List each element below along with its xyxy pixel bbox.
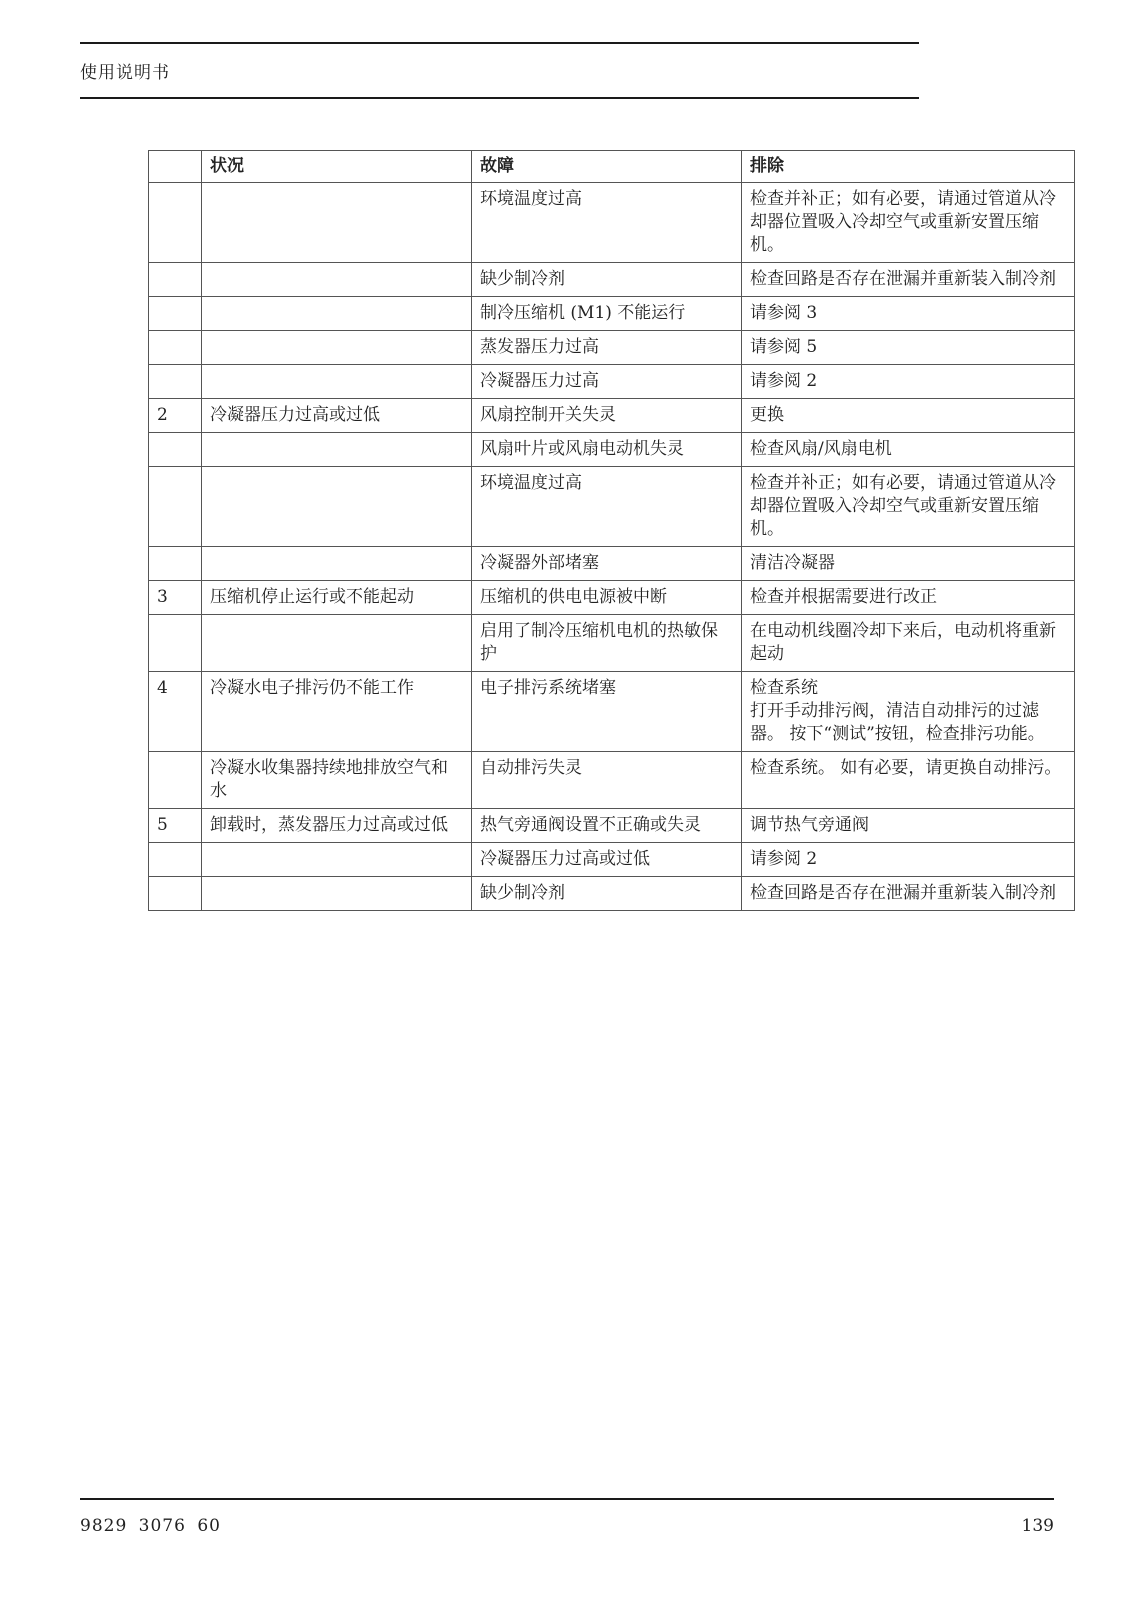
cell-number bbox=[149, 467, 202, 547]
troubleshooting-table bbox=[148, 150, 1075, 911]
cell-status bbox=[202, 433, 472, 467]
remedy-line: 检查并补正；如有必要，请通过管道从冷却器位置吸入冷却空气或重新安置压缩机。 bbox=[750, 189, 1056, 255]
cell-status bbox=[202, 547, 472, 581]
cell-fault: 压缩机的供电电源被中断 bbox=[472, 581, 742, 615]
cell-number bbox=[149, 843, 202, 877]
cell-status: 冷凝水电子排污仍不能工作 bbox=[202, 672, 472, 752]
cell-remedy bbox=[742, 297, 1075, 331]
remedy-line: 检查回路是否存在泄漏并重新装入制冷剂 bbox=[750, 883, 1056, 903]
cell-number bbox=[149, 752, 202, 809]
table-row bbox=[149, 752, 1075, 809]
cell-status bbox=[202, 263, 472, 297]
cell-fault: 风扇叶片或风扇电动机失灵 bbox=[472, 433, 742, 467]
cell-status: 压缩机停止运行或不能起动 bbox=[202, 581, 472, 615]
table-row bbox=[149, 433, 1075, 467]
cell-status bbox=[202, 615, 472, 672]
remedy-line: 清洁冷凝器 bbox=[750, 553, 835, 573]
document-header-title: 使用说明书 bbox=[80, 63, 170, 83]
remedy-line: 调节热气旁通阀 bbox=[750, 815, 869, 835]
remedy-line: 检查并补正；如有必要，请通过管道从冷却器位置吸入冷却空气或重新安置压缩机。 bbox=[750, 473, 1056, 539]
table-row bbox=[149, 843, 1075, 877]
cell-number bbox=[149, 263, 202, 297]
cell-remedy bbox=[742, 581, 1075, 615]
table-row bbox=[149, 672, 1075, 752]
remedy-line: 更换 bbox=[750, 405, 784, 425]
cell-status bbox=[202, 467, 472, 547]
cell-number: 2 bbox=[149, 399, 202, 433]
footer-rule bbox=[80, 1498, 1054, 1500]
cell-status: 卸载时，蒸发器压力过高或过低 bbox=[202, 809, 472, 843]
cell-status: 冷凝水收集器持续地排放空气和水 bbox=[202, 752, 472, 809]
cell-remedy bbox=[742, 399, 1075, 433]
cell-remedy bbox=[742, 331, 1075, 365]
cell-number bbox=[149, 877, 202, 911]
remedy-line: 请参阅 3 bbox=[750, 303, 818, 323]
page-number: 139 bbox=[1021, 1516, 1054, 1536]
cell-status bbox=[202, 365, 472, 399]
cell-number bbox=[149, 297, 202, 331]
table-row bbox=[149, 365, 1075, 399]
cell-status bbox=[202, 183, 472, 263]
column-header-status: 状况 bbox=[202, 151, 472, 183]
cell-remedy bbox=[742, 183, 1075, 263]
column-header-fault: 故障 bbox=[472, 151, 742, 183]
cell-fault: 电子排污系统堵塞 bbox=[472, 672, 742, 752]
cell-number: 4 bbox=[149, 672, 202, 752]
remedy-line: 在电动机线圈冷却下来后，电动机将重新起动 bbox=[750, 621, 1056, 664]
cell-number: 5 bbox=[149, 809, 202, 843]
cell-remedy bbox=[742, 467, 1075, 547]
cell-remedy bbox=[742, 672, 1075, 752]
table-body bbox=[149, 183, 1075, 911]
table-row bbox=[149, 809, 1075, 843]
cell-fault: 制冷压缩机 (M1) 不能运行 bbox=[472, 297, 742, 331]
cell-fault: 环境温度过高 bbox=[472, 467, 742, 547]
cell-remedy bbox=[742, 877, 1075, 911]
cell-remedy bbox=[742, 263, 1075, 297]
cell-number bbox=[149, 331, 202, 365]
cell-fault: 缺少制冷剂 bbox=[472, 877, 742, 911]
cell-remedy bbox=[742, 843, 1075, 877]
cell-number bbox=[149, 547, 202, 581]
table-row bbox=[149, 467, 1075, 547]
cell-number: 3 bbox=[149, 581, 202, 615]
cell-status bbox=[202, 297, 472, 331]
remedy-line: 检查风扇/风扇电机 bbox=[750, 439, 892, 459]
table-row bbox=[149, 877, 1075, 911]
cell-remedy bbox=[742, 752, 1075, 809]
cell-number bbox=[149, 433, 202, 467]
cell-fault: 风扇控制开关失灵 bbox=[472, 399, 742, 433]
cell-fault: 热气旁通阀设置不正确或失灵 bbox=[472, 809, 742, 843]
remedy-line: 请参阅 5 bbox=[750, 337, 818, 357]
document-code: 9829 3076 60 bbox=[80, 1516, 221, 1536]
table-row bbox=[149, 547, 1075, 581]
cell-status bbox=[202, 877, 472, 911]
table-row bbox=[149, 615, 1075, 672]
remedy-line: 检查系统。 如有必要，请更换自动排污。 bbox=[750, 758, 1062, 778]
cell-remedy bbox=[742, 365, 1075, 399]
table-row bbox=[149, 263, 1075, 297]
table-row bbox=[149, 297, 1075, 331]
cell-status: 冷凝器压力过高或过低 bbox=[202, 399, 472, 433]
cell-remedy bbox=[742, 433, 1075, 467]
cell-fault: 启用了制冷压缩机电机的热敏保护 bbox=[472, 615, 742, 672]
cell-number bbox=[149, 365, 202, 399]
cell-fault: 蒸发器压力过高 bbox=[472, 331, 742, 365]
cell-status bbox=[202, 843, 472, 877]
header-top-rule bbox=[80, 42, 919, 44]
table-row bbox=[149, 581, 1075, 615]
table-row bbox=[149, 331, 1075, 365]
remedy-line: 请参阅 2 bbox=[750, 371, 818, 391]
remedy-line: 检查系统 bbox=[750, 678, 818, 698]
cell-remedy bbox=[742, 615, 1075, 672]
column-header-remedy: 排除 bbox=[742, 151, 1075, 183]
cell-fault: 环境温度过高 bbox=[472, 183, 742, 263]
table-header-row bbox=[149, 151, 1075, 183]
cell-fault: 冷凝器压力过高 bbox=[472, 365, 742, 399]
cell-status bbox=[202, 331, 472, 365]
remedy-line: 请参阅 2 bbox=[750, 849, 818, 869]
cell-number bbox=[149, 183, 202, 263]
cell-fault: 冷凝器外部堵塞 bbox=[472, 547, 742, 581]
table-row bbox=[149, 399, 1075, 433]
header-bottom-rule bbox=[80, 97, 919, 99]
column-header-number bbox=[149, 151, 202, 183]
cell-fault: 自动排污失灵 bbox=[472, 752, 742, 809]
remedy-line: 检查并根据需要进行改正 bbox=[750, 587, 937, 607]
remedy-line: 打开手动排污阀，清洁自动排污的过滤器。 按下“测试”按钮，检查排污功能。 bbox=[750, 701, 1045, 744]
table-row bbox=[149, 183, 1075, 263]
cell-fault: 缺少制冷剂 bbox=[472, 263, 742, 297]
cell-fault: 冷凝器压力过高或过低 bbox=[472, 843, 742, 877]
cell-remedy bbox=[742, 547, 1075, 581]
cell-number bbox=[149, 615, 202, 672]
remedy-line: 检查回路是否存在泄漏并重新装入制冷剂 bbox=[750, 269, 1056, 289]
cell-remedy bbox=[742, 809, 1075, 843]
